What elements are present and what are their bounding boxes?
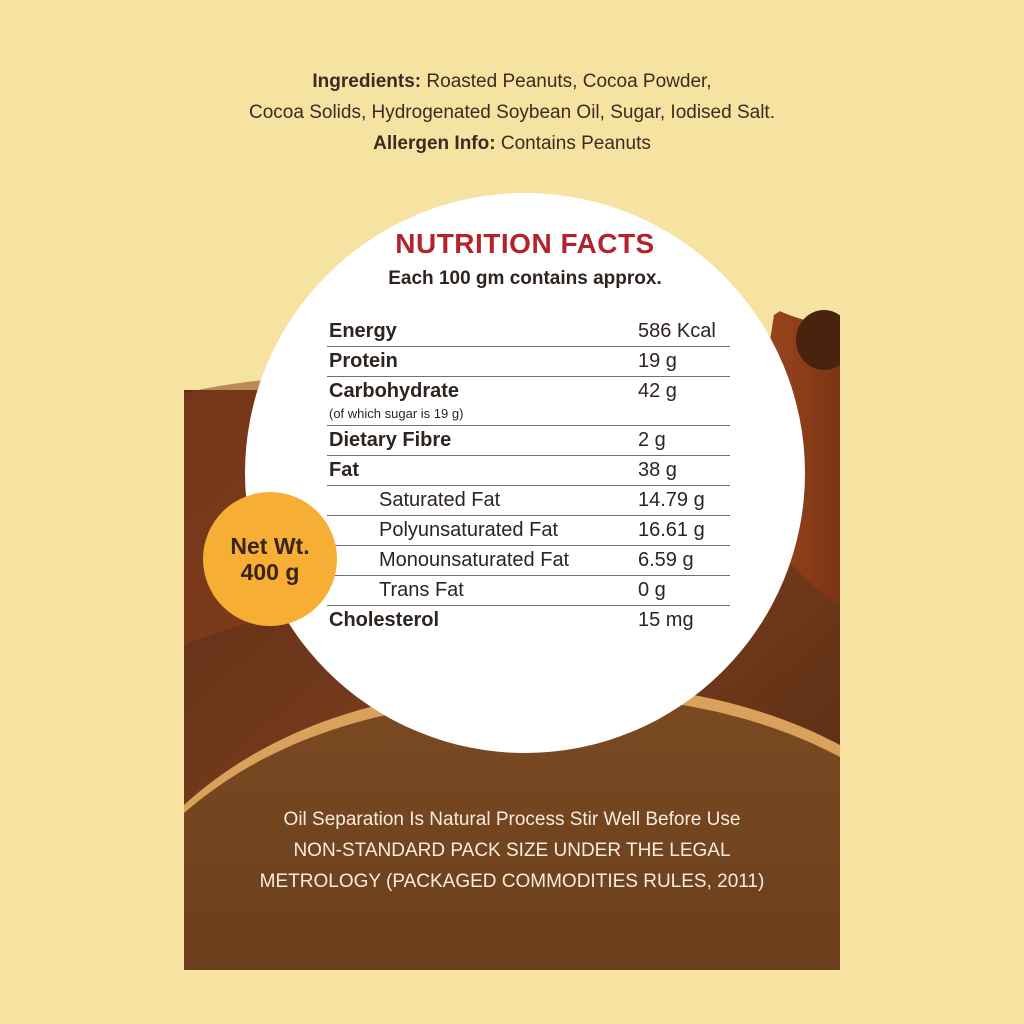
allergen-line <box>0 128 1024 159</box>
nutrient-value: 19 g <box>638 350 677 372</box>
nutrient-name: Fat <box>329 459 359 481</box>
nutrient-value: 14.79 g <box>638 489 705 511</box>
footer-line-3: METROLOGY (PACKAGED COMMODITIES RULES, 2011) <box>259 871 765 892</box>
nutrition-row-saturated-fat <box>327 486 730 516</box>
nutrient-name: Energy <box>329 320 397 342</box>
nutrient-name: Monounsaturated Fat <box>379 549 570 571</box>
footer-notice <box>184 804 840 897</box>
ingredients-line-1 <box>0 66 1024 97</box>
nutrient-value: 15 mg <box>638 609 694 631</box>
net-weight-badge <box>203 492 337 626</box>
nutrition-row-trans-fat <box>327 576 730 606</box>
nutrient-name: Carbohydrate <box>329 380 460 402</box>
nutrition-subtitle: Each 100 gm contains approx. <box>388 268 662 289</box>
allergen-label: Allergen Info: <box>373 133 496 154</box>
nutrient-value: 6.59 g <box>638 549 694 571</box>
nutrient-name: Dietary Fibre <box>329 429 452 451</box>
nutrient-value: 0 g <box>638 579 666 601</box>
nutrient-name: Trans Fat <box>379 579 464 601</box>
ingredients-label: Ingredients: <box>312 71 422 92</box>
nutrition-row-cholesterol <box>327 606 730 635</box>
nutrition-row-protein <box>327 347 730 377</box>
allergen-text: Contains Peanuts <box>500 133 651 154</box>
nutrition-row-dietary-fibre <box>327 426 730 456</box>
net-weight-value: 400 g <box>240 559 300 585</box>
nutrition-row-monounsaturated-fat <box>327 546 730 576</box>
nutrient-name: Protein <box>329 350 398 372</box>
nutrient-value: 38 g <box>638 459 677 481</box>
ingredients-text-2: Cocoa Solids, Hydrogenated Soybean Oil, Sugar, Iodised Salt. <box>249 102 775 123</box>
net-weight-label: Net Wt. <box>230 533 310 559</box>
footer-line-1: Oil Separation Is Natural Process Stir Well Before Use <box>283 809 741 830</box>
nutrient-value: 2 g <box>638 429 666 451</box>
nutrient-value: 42 g <box>638 380 677 402</box>
nutrition-title: NUTRITION FACTS <box>395 228 655 259</box>
ingredients-text-1: Roasted Peanuts, Cocoa Powder, <box>426 71 712 92</box>
nutrient-name: Saturated Fat <box>379 489 501 511</box>
nutrient-name: Polyunsaturated Fat <box>379 519 558 541</box>
nutrient-name: Cholesterol <box>329 609 440 631</box>
footer-line-2: NON-STANDARD PACK SIZE UNDER THE LEGAL <box>293 840 731 861</box>
ingredients-block <box>0 66 1024 159</box>
nutrition-row-energy <box>327 317 730 347</box>
nutrition-row-fat <box>327 456 730 486</box>
nutrition-row-carbohydrate <box>327 377 730 426</box>
nutrient-value: 586 Kcal <box>638 320 716 342</box>
nutrient-value: 16.61 g <box>638 519 705 541</box>
nutrient-note: (of which sugar is 19 g) <box>329 406 464 421</box>
nutrition-row-polyunsaturated-fat <box>327 516 730 546</box>
nutrition-table <box>327 317 730 635</box>
